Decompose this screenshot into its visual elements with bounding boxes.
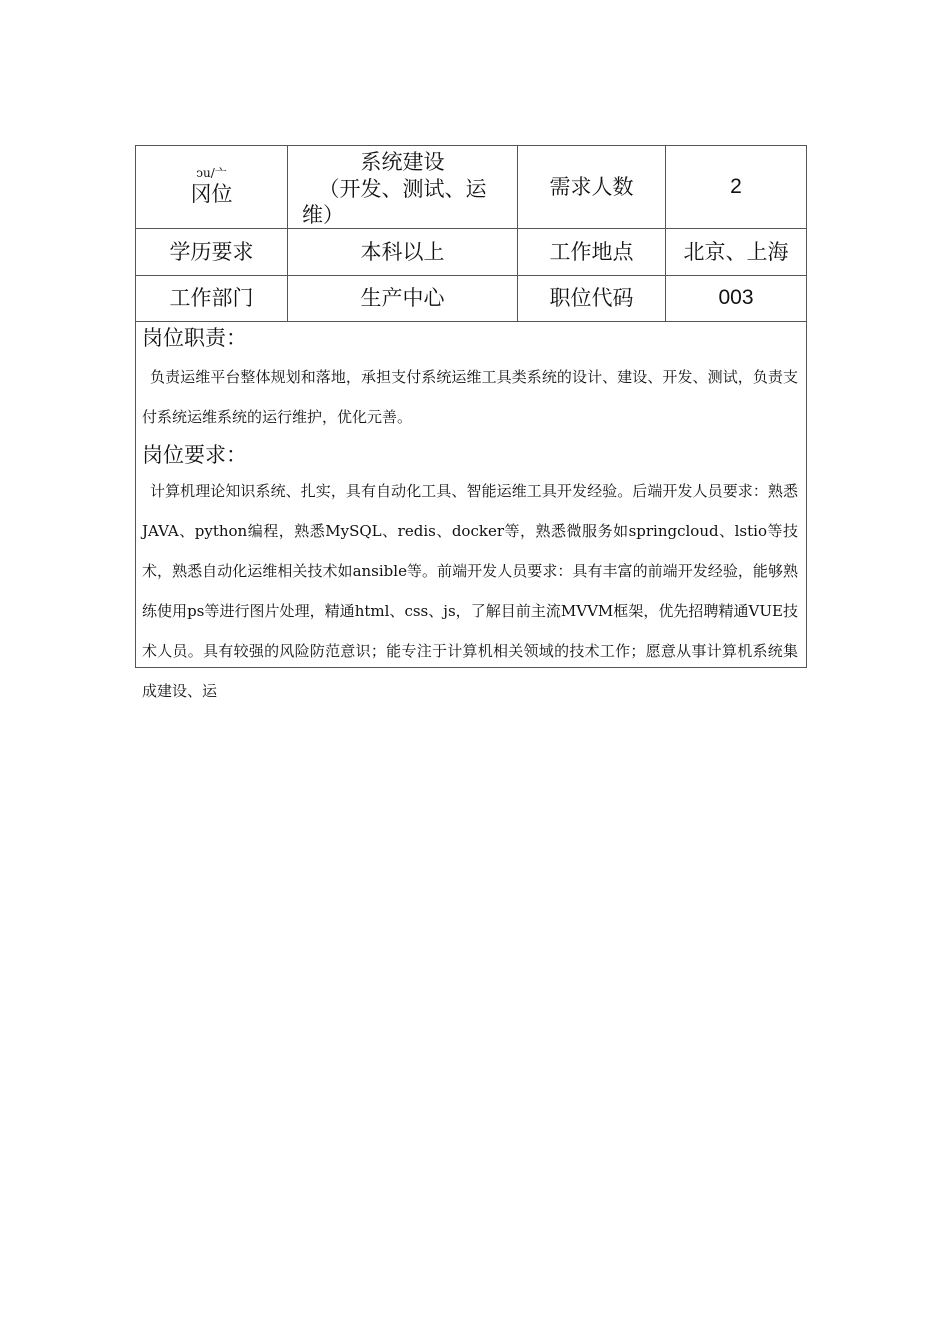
position-label-garble: ↄu/亠 <box>196 165 227 180</box>
headcount-value-cell <box>666 146 807 229</box>
position-label-cell <box>136 146 288 229</box>
table-row <box>136 276 807 322</box>
requirements-title: 岗位要求： <box>142 443 247 467</box>
education-value-cell <box>288 229 518 276</box>
job-posting-table <box>135 145 807 700</box>
code-value: 003 <box>718 286 754 310</box>
requirements-box <box>142 471 798 700</box>
code-value-cell <box>666 276 807 322</box>
position-value-cell <box>288 146 518 229</box>
education-label-cell <box>136 229 288 276</box>
position-value <box>288 146 517 228</box>
education-value: 本科以上 <box>360 239 445 264</box>
duties-text: 负责运维平台整体规划和落地，承担支付系统运维工具类系统的设计、建设、开发、测试，负责支付系统运维系统的运行维护，优化元善。 <box>142 368 798 426</box>
department-value: 生产中心 <box>360 286 445 311</box>
position-value-line3: 维） <box>302 203 344 227</box>
headcount-value: 2 <box>730 174 742 198</box>
education-label: 学历要求 <box>169 239 254 264</box>
table-row <box>136 146 807 229</box>
code-label: 职位代码 <box>549 286 634 311</box>
location-value: 北京、上海 <box>683 239 789 264</box>
requirements-text: 计算机理论知识系统、扎实，具有自动化工具、智能运维工具开发经验。后端开发人员要求：熟悉JAVA、python编程，熟悉MySQL、redis、docker等，熟悉微服务如springcloud、lstio等技术，熟悉自动化运维相关技术如ansible等。前端开发人员要求：具有丰富的前端开发经验，能够熟练使用ps等进行图片处理，精通html、css、js，了解目前主流MVVM框架，优先招聘精通VUE技术人员。具有较强的风险防范意识；能专注于计算机相关领域的技术工作；愿意从事计算机系统集成建设、运 <box>142 482 798 700</box>
headcount-label: 需求人数 <box>549 174 634 199</box>
position-label: 冈位 <box>190 181 233 206</box>
location-label-cell <box>518 229 666 276</box>
headcount-label-cell <box>518 146 666 229</box>
description-cell <box>136 322 807 700</box>
location-value-cell <box>666 229 807 276</box>
position-value-line2: （开发、测试、运 <box>318 177 487 201</box>
duties-title: 岗位职责： <box>142 326 247 350</box>
department-label: 工作部门 <box>169 286 254 311</box>
location-label: 工作地点 <box>549 239 634 264</box>
table-row <box>136 229 807 276</box>
code-label-cell <box>518 276 666 322</box>
position-value-line1: 系统建设 <box>360 150 445 174</box>
department-value-cell <box>288 276 518 322</box>
department-label-cell <box>136 276 288 322</box>
table-row <box>136 322 807 668</box>
